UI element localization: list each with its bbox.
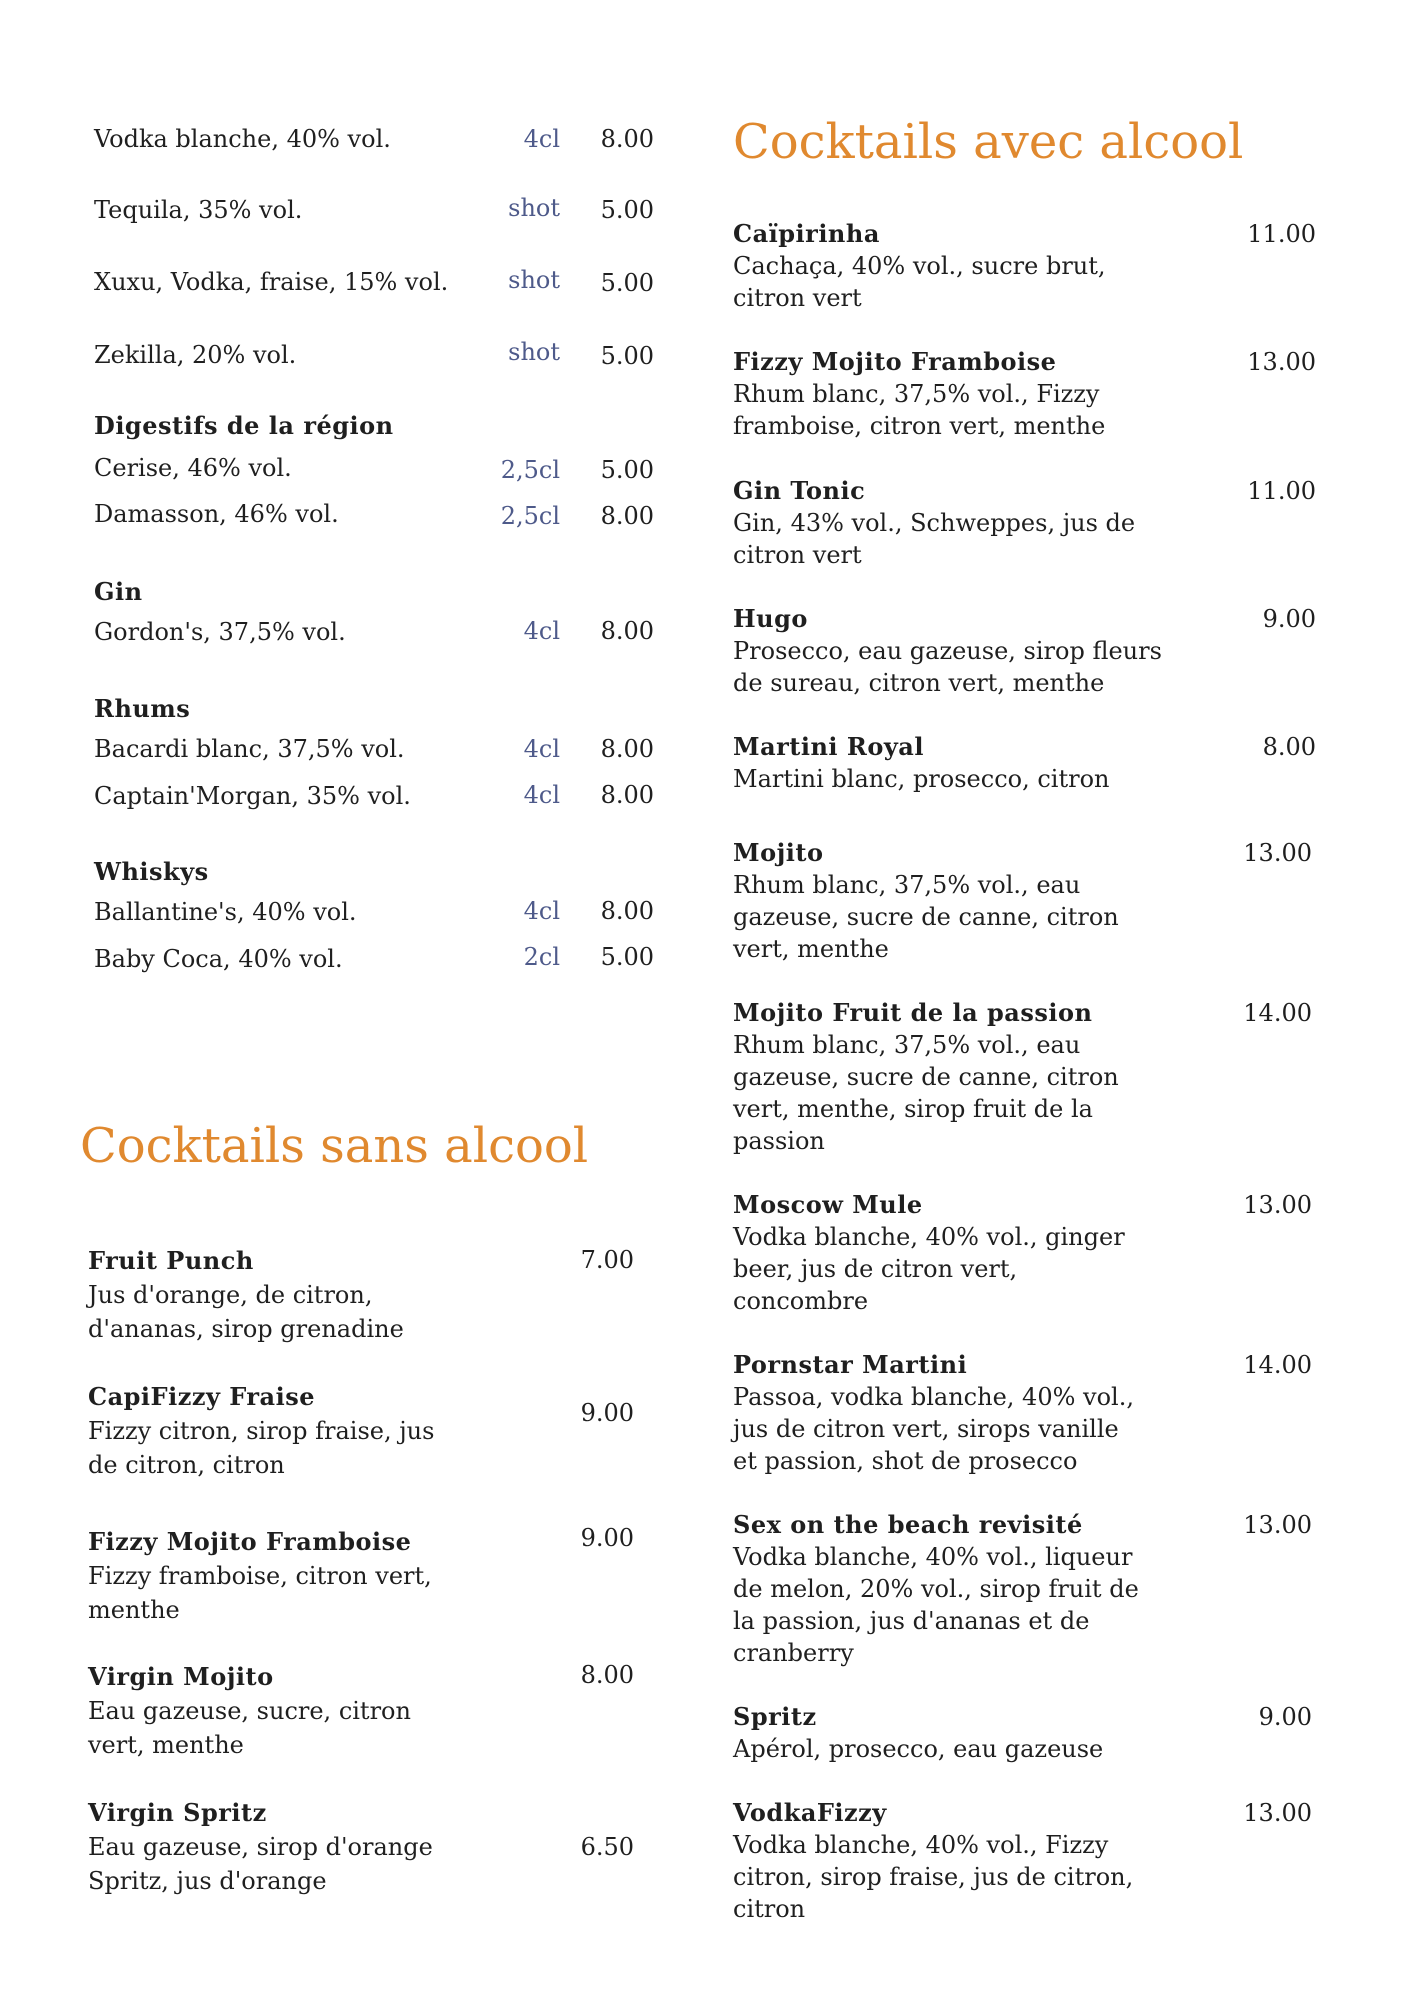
- cocktail-desc-line: menthe: [88, 1596, 180, 1624]
- cocktail-name: Virgin Spritz: [88, 1798, 267, 1827]
- spirit-name: Baby Coca, 40% vol.: [94, 945, 343, 973]
- cocktail-name: Mojito Fruit de la passion: [733, 998, 1093, 1027]
- cocktail-desc-line: Vodka blanche, 40% vol., Fizzy: [733, 1831, 1109, 1859]
- spirit-price: 8.00: [600, 617, 654, 645]
- cocktail-name: Fizzy Mojito Framboise: [733, 347, 1057, 376]
- spirit-size: shot: [508, 338, 560, 366]
- spirit-size: 4cl: [523, 617, 560, 645]
- cocktail-desc-line: Cachaça, 40% vol., sucre brut,: [733, 252, 1106, 280]
- spirit-name: Zekilla, 20% vol.: [94, 341, 297, 369]
- cocktail-price: 9.00: [1258, 1703, 1312, 1731]
- cocktail-desc-line: Fizzy citron, sirop fraise, jus: [88, 1417, 435, 1445]
- cocktail-desc-line: Rhum blanc, 37,5% vol., Fizzy: [733, 380, 1100, 408]
- spirit-size: 4cl: [523, 125, 560, 153]
- cocktail-price: 14.00: [1243, 999, 1312, 1027]
- cocktail-name: Martini Royal: [733, 732, 924, 761]
- spirit-size: 2,5cl: [500, 502, 560, 530]
- cocktail-price: 8.00: [580, 1661, 634, 1689]
- cocktail-name: Hugo: [733, 604, 808, 633]
- cocktail-price: 13.00: [1243, 1799, 1312, 1827]
- cocktail-desc-line: concombre: [733, 1287, 869, 1315]
- cocktail-name: Sex on the beach revisité: [733, 1510, 1083, 1539]
- cocktail-desc-line: Fizzy framboise, citron vert,: [88, 1562, 432, 1590]
- cocktail-desc-line: Eau gazeuse, sirop d'orange: [88, 1833, 433, 1861]
- spirit-name: Tequila, 35% vol.: [94, 196, 303, 224]
- avec-alcool-title: Cocktails avec alcool: [733, 114, 1244, 170]
- cocktail-price: 13.00: [1243, 1191, 1312, 1219]
- spirit-name: Vodka blanche, 40% vol.: [94, 125, 391, 153]
- spirit-name: Ballantine's, 40% vol.: [94, 898, 357, 926]
- cocktail-desc-line: citron vert: [733, 284, 862, 312]
- cocktail-price: 8.00: [1262, 733, 1316, 761]
- cocktail-desc-line: vert, menthe: [88, 1731, 244, 1759]
- cocktail-desc-line: jus de citron vert, sirops vanille: [733, 1415, 1119, 1443]
- cocktail-price: 9.00: [580, 1399, 634, 1427]
- spirit-size: 4cl: [523, 781, 560, 809]
- spirit-price: 8.00: [600, 735, 654, 763]
- cocktail-desc-line: et passion, shot de prosecco: [733, 1447, 1078, 1475]
- spirit-price: 8.00: [600, 781, 654, 809]
- cocktail-desc-line: d'ananas, sirop grenadine: [88, 1315, 404, 1343]
- spirit-size: shot: [508, 194, 560, 222]
- cocktail-desc-line: Jus d'orange, de citron,: [88, 1281, 373, 1309]
- cocktail-desc-line: Martini blanc, prosecco, citron: [733, 765, 1110, 793]
- digestifs-heading: Digestifs de la région: [94, 411, 394, 440]
- cocktail-name: CapiFizzy Fraise: [88, 1382, 315, 1411]
- spirit-size: 2,5cl: [500, 456, 560, 484]
- cocktail-price: 11.00: [1247, 220, 1316, 248]
- spirit-price: 8.00: [600, 125, 654, 153]
- cocktail-price: 14.00: [1243, 1351, 1312, 1379]
- spirit-name: Cerise, 46% vol.: [94, 454, 292, 482]
- cocktail-desc-line: cranberry: [733, 1639, 854, 1667]
- spirit-price: 5.00: [600, 196, 654, 224]
- cocktail-price: 13.00: [1243, 839, 1312, 867]
- cocktail-desc-line: Rhum blanc, 37,5% vol., eau: [733, 871, 1081, 899]
- spirit-price: 8.00: [600, 897, 654, 925]
- cocktail-price: 6.50: [580, 1833, 634, 1861]
- cocktail-name: Virgin Mojito: [88, 1662, 274, 1691]
- cocktail-name: Mojito: [733, 838, 824, 867]
- cocktail-price: 11.00: [1247, 477, 1316, 505]
- spirit-name: Damasson, 46% vol.: [94, 500, 339, 528]
- spirit-price: 5.00: [600, 456, 654, 484]
- spirit-size: 4cl: [523, 735, 560, 763]
- cocktail-desc-line: Eau gazeuse, sucre, citron: [88, 1697, 411, 1725]
- cocktail-name: VodkaFizzy: [733, 1798, 887, 1827]
- cocktail-desc-line: Prosecco, eau gazeuse, sirop fleurs: [733, 637, 1162, 665]
- rhums-heading: Rhums: [94, 694, 191, 723]
- spirit-name: Gordon's, 37,5% vol.: [94, 618, 346, 646]
- spirit-size: 2cl: [523, 943, 560, 971]
- cocktail-name: Gin Tonic: [733, 476, 866, 505]
- spirit-price: 5.00: [600, 269, 654, 297]
- cocktail-desc-line: beer, jus de citron vert,: [733, 1255, 1018, 1283]
- gin-heading: Gin: [94, 577, 143, 606]
- sans-alcool-title: Cocktails sans alcool: [80, 1118, 589, 1174]
- cocktail-desc-line: de citron, citron: [88, 1451, 285, 1479]
- cocktail-desc-line: Spritz, jus d'orange: [88, 1867, 327, 1895]
- cocktail-name: Fizzy Mojito Framboise: [88, 1527, 412, 1556]
- cocktail-name: Spritz: [733, 1702, 817, 1731]
- cocktail-desc-line: citron vert: [733, 541, 862, 569]
- cocktail-desc-line: vert, menthe, sirop fruit de la: [733, 1095, 1093, 1123]
- cocktail-desc-line: Apérol, prosecco, eau gazeuse: [733, 1735, 1104, 1763]
- cocktail-desc-line: vert, menthe: [733, 935, 889, 963]
- cocktail-price: 13.00: [1247, 348, 1316, 376]
- spirit-price: 5.00: [600, 943, 654, 971]
- cocktail-price: 9.00: [1262, 605, 1316, 633]
- cocktail-desc-line: de melon, 20% vol., sirop fruit de: [733, 1575, 1139, 1603]
- cocktail-desc-line: citron, sirop fraise, jus de citron,: [733, 1863, 1134, 1891]
- spirit-price: 8.00: [600, 502, 654, 530]
- spirit-price: 5.00: [600, 342, 654, 370]
- cocktail-desc-line: citron: [733, 1895, 806, 1923]
- cocktail-name: Pornstar Martini: [733, 1350, 968, 1379]
- cocktail-desc-line: Gin, 43% vol., Schweppes, jus de: [733, 509, 1136, 537]
- cocktail-desc-line: Rhum blanc, 37,5% vol., eau: [733, 1031, 1081, 1059]
- cocktail-name: Caïpirinha: [733, 219, 880, 248]
- cocktail-desc-line: Vodka blanche, 40% vol., liqueur: [733, 1543, 1133, 1571]
- cocktail-desc-line: la passion, jus d'ananas et de: [733, 1607, 1090, 1635]
- cocktail-desc-line: gazeuse, sucre de canne, citron: [733, 1063, 1119, 1091]
- cocktail-desc-line: de sureau, citron vert, menthe: [733, 669, 1105, 697]
- spirit-size: shot: [508, 266, 560, 294]
- cocktail-price: 7.00: [580, 1246, 634, 1274]
- cocktail-name: Moscow Mule: [733, 1190, 923, 1219]
- cocktail-price: 13.00: [1243, 1511, 1312, 1539]
- spirit-name: Bacardi blanc, 37,5% vol.: [94, 735, 405, 763]
- spirit-size: 4cl: [523, 897, 560, 925]
- cocktail-desc-line: Passoa, vodka blanche, 40% vol.,: [733, 1383, 1134, 1411]
- cocktail-desc-line: passion: [733, 1127, 825, 1155]
- spirit-name: Xuxu, Vodka, fraise, 15% vol.: [94, 268, 449, 296]
- spirit-name: Captain'Morgan, 35% vol.: [94, 782, 411, 810]
- cocktail-name: Fruit Punch: [88, 1246, 254, 1275]
- cocktail-price: 9.00: [580, 1524, 634, 1552]
- cocktail-desc-line: gazeuse, sucre de canne, citron: [733, 903, 1119, 931]
- whiskys-heading: Whiskys: [94, 857, 209, 886]
- cocktail-desc-line: Vodka blanche, 40% vol., ginger: [733, 1223, 1125, 1251]
- cocktail-desc-line: framboise, citron vert, menthe: [733, 412, 1106, 440]
